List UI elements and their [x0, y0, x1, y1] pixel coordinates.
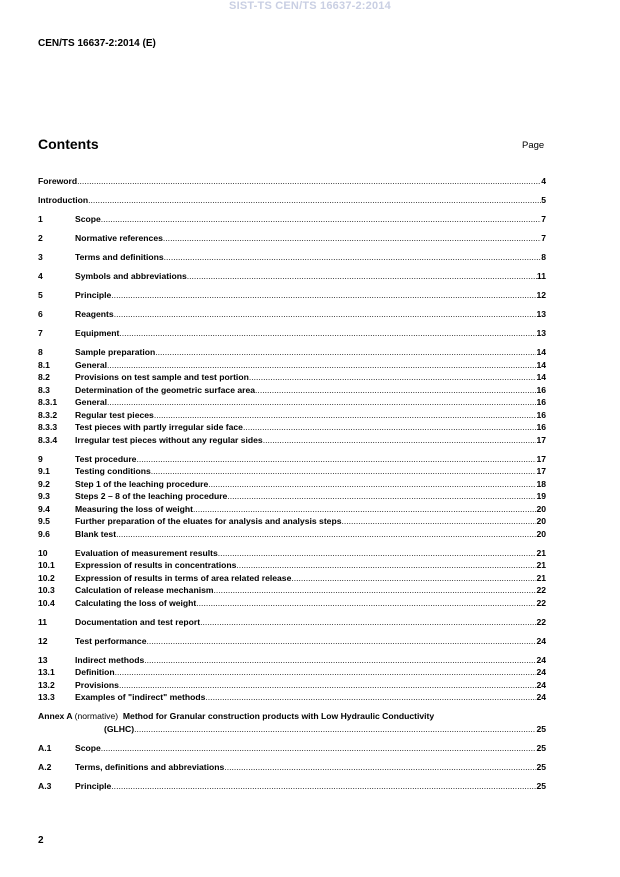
toc-entry-page: 21: [536, 560, 546, 570]
toc-entry-title: General: [75, 359, 108, 370]
toc-entry-page: 17: [536, 434, 546, 445]
toc-entry-page: 14: [536, 359, 546, 370]
toc-entry-page: 18: [536, 478, 546, 489]
toc-leader-dots: [243, 421, 536, 434]
toc-entry-1[interactable]: [38, 213, 546, 226]
toc-entry-page: 7: [541, 233, 546, 243]
toc-entry-title: Expression of results in concentrations: [75, 560, 237, 570]
toc-leader-dots: [119, 327, 536, 340]
toc-entry-number: 8.3: [38, 384, 50, 395]
toc-entry-page: 16: [536, 384, 546, 395]
toc-entry-page: 8: [541, 252, 546, 262]
toc-entry-number: 8.1: [38, 359, 50, 370]
toc-entry-title: Step 1 of the leaching procedure: [75, 478, 209, 489]
toc-entry-page: 21: [536, 547, 546, 558]
toc-leader-dots: [200, 616, 536, 629]
annex-title-line-2: [38, 723, 546, 736]
toc-entry-8-3-4[interactable]: [38, 434, 546, 447]
toc-entry-page: 24: [536, 654, 546, 665]
toc-entry-a-3[interactable]: [38, 780, 546, 793]
toc-leader-dots: [101, 742, 537, 755]
toc-entry-number: A.2: [38, 761, 52, 772]
toc-entry-title: Normative references: [75, 233, 163, 243]
toc-entry-number: 13.2: [38, 679, 55, 690]
toc-entry-9-6[interactable]: [38, 528, 546, 541]
toc-leader-dots: [193, 503, 537, 516]
toc-entry-number: 6: [38, 309, 43, 319]
toc-entry-number: 2: [38, 233, 43, 243]
toc-entry-10-3[interactable]: [38, 584, 546, 597]
toc-entry-4[interactable]: [38, 270, 546, 283]
toc-entry-page: 19: [536, 491, 546, 501]
toc-entry-title: Equipment: [75, 328, 120, 338]
toc-entry-page: 17: [536, 466, 546, 476]
toc-entry-5[interactable]: [38, 289, 546, 302]
toc-entry-title: Principle: [75, 780, 112, 791]
toc-entry-6[interactable]: [38, 308, 546, 321]
toc-leader-dots: [187, 270, 537, 283]
toc-leader-dots: [218, 547, 537, 560]
toc-entry-8[interactable]: [38, 346, 546, 359]
table-of-contents: [38, 175, 546, 792]
toc-entry-10-2[interactable]: [38, 572, 546, 585]
toc-entry-number: 1: [38, 214, 43, 224]
toc-leader-dots: [107, 359, 536, 372]
toc-leader-dots: [208, 478, 536, 491]
toc-entry-number: 7: [38, 328, 43, 338]
toc-leader-dots: [111, 780, 536, 793]
toc-entry-page: 22: [536, 616, 546, 627]
toc-entry-title: Blank test: [75, 528, 117, 539]
toc-entry-page: 14: [536, 372, 546, 382]
toc-leader-dots: [119, 679, 536, 692]
toc-entry-title: Determination of the geometric surface area: [75, 384, 256, 395]
toc-entry-number: 11: [38, 616, 48, 627]
toc-entry-page: 22: [536, 597, 546, 608]
toc-leader-dots: [214, 584, 537, 597]
toc-leader-dots: [196, 597, 536, 610]
toc-entry-number: 9.2: [38, 478, 50, 489]
toc-entry-number: 10: [38, 547, 48, 558]
toc-entry-2[interactable]: [38, 232, 546, 245]
toc-entry-number: 10.1: [38, 560, 55, 570]
toc-entry-title: Further preparation of the eluates for analysis and analysis steps: [75, 516, 342, 526]
toc-entry-a-1[interactable]: [38, 742, 546, 755]
toc-entry-number: 8.3.2: [38, 409, 58, 420]
contents-heading: Contents: [38, 136, 99, 152]
toc-entry-annex-a[interactable]: [38, 710, 546, 735]
toc-entry-a-2[interactable]: [38, 761, 546, 774]
toc-entry-page: 16: [536, 422, 546, 432]
toc-entry-9[interactable]: [38, 453, 546, 466]
toc-entry-number: 13.3: [38, 692, 55, 702]
toc-entry-title: Introduction: [38, 195, 89, 205]
document-id: CEN/TS 16637-2:2014 (E): [38, 38, 156, 49]
toc-leader-dots: [111, 289, 536, 302]
toc-entry-title: Provisions: [75, 679, 119, 690]
toc-leader-dots: [144, 654, 536, 667]
toc-entry-page: 24: [536, 679, 546, 690]
toc-entry-10-1[interactable]: [38, 559, 546, 572]
toc-entry-page: 25: [536, 761, 546, 772]
toc-leader-dots: [88, 194, 541, 207]
page-column-label: Page: [522, 140, 545, 151]
toc-leader-dots: [116, 528, 536, 541]
annex-title-line-1: [38, 710, 546, 723]
annex-label: Annex A: [38, 711, 73, 721]
toc-entry-number: 8.3.4: [38, 434, 58, 445]
toc-leader-dots: [255, 384, 536, 397]
toc-leader-dots: [115, 666, 537, 679]
toc-entry-8-2[interactable]: [38, 371, 546, 384]
toc-leader-dots: [236, 559, 536, 572]
toc-entry-title: Test pieces with partly irregular side face: [75, 422, 243, 432]
toc-entry-13[interactable]: [38, 654, 546, 667]
toc-leader-dots: [249, 371, 537, 384]
toc-entry-page: 22: [536, 585, 546, 595]
toc-leader-dots: [136, 453, 536, 466]
page-number: 2: [38, 835, 44, 846]
toc-entry-title: Calculating the loss of weight: [75, 597, 197, 608]
toc-leader-dots: [263, 434, 537, 447]
toc-entry-9-4[interactable]: [38, 503, 546, 516]
toc-entry-title: Foreword: [38, 176, 78, 186]
toc-entry-title: Provisions on test sample and test portion: [75, 372, 249, 382]
toc-entry-number: 5: [38, 290, 43, 300]
toc-entry-number: 9.6: [38, 528, 50, 539]
annex-type: (normative): [74, 711, 119, 721]
toc-leader-dots: [291, 572, 536, 585]
toc-leader-dots: [224, 761, 536, 774]
toc-entry-8-3-2[interactable]: [38, 409, 546, 422]
toc-entry-page: 7: [541, 214, 546, 224]
toc-entry-8-3-3[interactable]: [38, 421, 546, 434]
toc-entry-8-1[interactable]: [38, 359, 546, 372]
toc-entry-number: 13.1: [38, 667, 55, 677]
toc-entry-number: A.3: [38, 780, 52, 791]
toc-leader-dots: [151, 465, 537, 478]
toc-leader-dots: [205, 691, 536, 704]
toc-entry-9-1[interactable]: [38, 465, 546, 478]
annex-title: Method for Granular construction products with Low Hydraulic Conductivity: [122, 711, 435, 721]
toc-entry-page: 13: [536, 328, 546, 338]
toc-entry-number: 8.2: [38, 372, 50, 382]
toc-entry-number: 10.2: [38, 572, 55, 583]
toc-leader-dots: [163, 232, 541, 245]
toc-leader-dots: [155, 346, 536, 359]
toc-entry-title: Test procedure: [75, 453, 137, 464]
toc-entry-number: 13: [38, 654, 48, 665]
toc-entry-number: 9: [38, 453, 43, 464]
toc-entry-title: Indirect methods: [75, 654, 145, 665]
toc-entry-title: General: [75, 397, 108, 407]
toc-entry-title: Principle: [75, 290, 112, 300]
toc-entry-number: 3: [38, 252, 43, 262]
toc-leader-dots: [77, 175, 541, 188]
watermark: SIST-TS CEN/TS 16637-2:2014: [229, 0, 391, 12]
toc-entry-page: 5: [541, 195, 546, 205]
toc-entry-title: Scope: [75, 742, 101, 753]
toc-entry-title: Evaluation of measurement results: [75, 547, 218, 558]
annex-title-continued: (GLHC): [104, 723, 135, 734]
toc-entry-page: 16: [536, 409, 546, 420]
toc-entry-number: 4: [38, 271, 43, 281]
toc-entry-title: Documentation and test report: [75, 616, 201, 627]
toc-entry-title: Calculation of release mechanism: [75, 585, 214, 595]
toc-entry-title: Test performance: [75, 635, 147, 646]
toc-entry-8-3-1[interactable]: [38, 396, 546, 409]
toc-entry-title: Reagents: [75, 309, 114, 319]
toc-entry-page: 16: [536, 397, 546, 407]
toc-entry-11[interactable]: [38, 616, 546, 629]
toc-entry-page: 17: [536, 453, 546, 464]
toc-entry-number: 8.3.1: [38, 397, 58, 407]
toc-entry-13-2[interactable]: [38, 679, 546, 692]
toc-entry-foreword[interactable]: [38, 175, 546, 188]
toc-entry-page: 24: [536, 635, 546, 646]
toc-entry-12[interactable]: [38, 635, 546, 648]
toc-entry-introduction[interactable]: [38, 194, 546, 207]
toc-entry-page: 25: [536, 723, 546, 734]
toc-leader-dots: [154, 409, 537, 422]
toc-entry-page: 24: [536, 692, 546, 702]
toc-entry-page: 24: [536, 667, 546, 677]
toc-entry-page: 11: [536, 271, 546, 281]
toc-entry-3[interactable]: [38, 251, 546, 264]
toc-leader-dots: [101, 213, 541, 226]
toc-entry-number: 9.5: [38, 516, 50, 526]
toc-entry-number: 9.1: [38, 466, 50, 476]
toc-entry-page: 12: [536, 290, 546, 300]
toc-leader-dots: [342, 515, 537, 528]
toc-leader-dots: [227, 490, 536, 503]
toc-entry-number: 10.3: [38, 585, 55, 595]
toc-entry-number: A.1: [38, 742, 52, 753]
toc-entry-title: Examples of "indirect" methods: [75, 692, 206, 702]
toc-entry-page: 20: [536, 503, 546, 514]
toc-entry-title: Steps 2 – 8 of the leaching procedure: [75, 491, 228, 501]
toc-entry-title: Terms, definitions and abbreviations: [75, 761, 225, 772]
toc-entry-number: 9.4: [38, 503, 50, 514]
toc-entry-title: Measuring the loss of weight: [75, 503, 193, 514]
toc-entry-page: 25: [536, 742, 546, 753]
toc-entry-title: Regular test pieces: [75, 409, 154, 420]
toc-entry-page: 21: [536, 572, 546, 583]
toc-entry-title: Testing conditions: [75, 466, 151, 476]
toc-leader-dots: [114, 308, 537, 321]
toc-entry-title: Irregular test pieces without any regular sides: [75, 434, 263, 445]
toc-entry-number: 10.4: [38, 597, 55, 608]
toc-entry-7[interactable]: [38, 327, 546, 340]
toc-entry-title: Scope: [75, 214, 101, 224]
toc-entry-number: 12: [38, 635, 48, 646]
toc-entry-page: 25: [536, 780, 546, 791]
toc-entry-8-3[interactable]: [38, 384, 546, 397]
toc-entry-page: 14: [536, 347, 546, 357]
toc-leader-dots: [107, 396, 536, 409]
toc-leader-dots: [134, 723, 536, 736]
toc-entry-title: Sample preparation: [75, 347, 156, 357]
toc-entry-page: 13: [536, 309, 546, 319]
toc-entry-title: Symbols and abbreviations: [75, 271, 187, 281]
toc-leader-dots: [164, 251, 542, 264]
toc-entry-13-1[interactable]: [38, 666, 546, 679]
toc-entry-number: 8.3.3: [38, 422, 58, 432]
toc-entry-10-4[interactable]: [38, 597, 546, 610]
toc-entry-number: 9.3: [38, 491, 50, 501]
toc-leader-dots: [146, 635, 536, 648]
toc-entry-title: Terms and definitions: [75, 252, 164, 262]
toc-entry-page: 20: [536, 516, 546, 526]
toc-entry-10[interactable]: [38, 547, 546, 560]
toc-entry-title: Expression of results in terms of area related release: [75, 572, 292, 583]
toc-entry-9-5[interactable]: [38, 515, 546, 528]
toc-entry-page: 20: [536, 528, 546, 539]
toc-entry-9-2[interactable]: [38, 478, 546, 491]
toc-entry-page: 4: [541, 176, 546, 186]
toc-entry-13-3[interactable]: [38, 691, 546, 704]
toc-entry-title: Definition: [75, 667, 115, 677]
toc-entry-number: 8: [38, 347, 43, 357]
toc-entry-9-3[interactable]: [38, 490, 546, 503]
